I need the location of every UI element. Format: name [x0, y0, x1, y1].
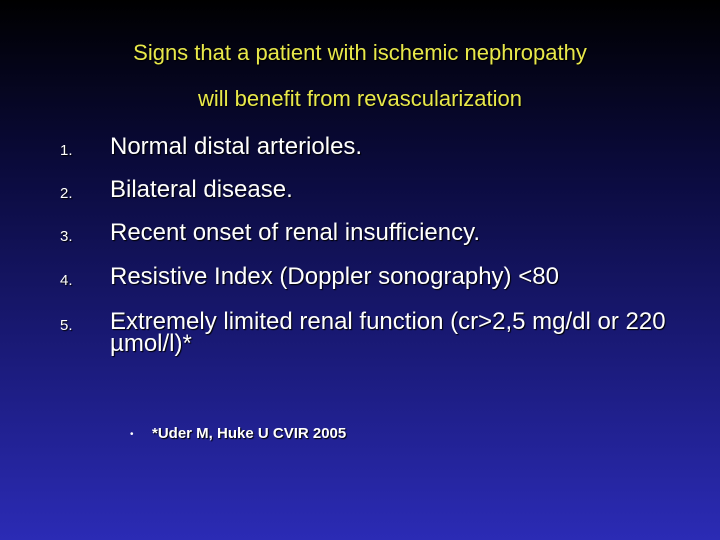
list-item-number: 1.: [60, 142, 73, 159]
bullet-icon: •: [130, 429, 134, 440]
list-item-text: Normal distal arterioles.: [110, 133, 363, 160]
slide-title-line-1: Signs that a patient with ischemic nephropathy: [133, 40, 587, 65]
list-item-number: 2.: [60, 185, 73, 202]
slide-title-line-2: will benefit from revascularization: [197, 86, 523, 111]
footnote-citation: *Uder M, Huke U CVIR 2005: [152, 425, 347, 442]
list-item-text: Extremely limited renal function (cr>2,5 mg/dl or 220 µmol/l)*: [110, 308, 666, 357]
list-item-number: 5.: [60, 317, 73, 334]
list-item-text: Bilateral disease.: [110, 176, 293, 203]
list-item-number: 4.: [60, 272, 73, 289]
list-item-text: Recent onset of renal insufficiency.: [110, 219, 480, 246]
list-item-text: Resistive Index (Doppler sonography) <80: [110, 263, 559, 290]
list-item-number: 3.: [60, 228, 73, 245]
